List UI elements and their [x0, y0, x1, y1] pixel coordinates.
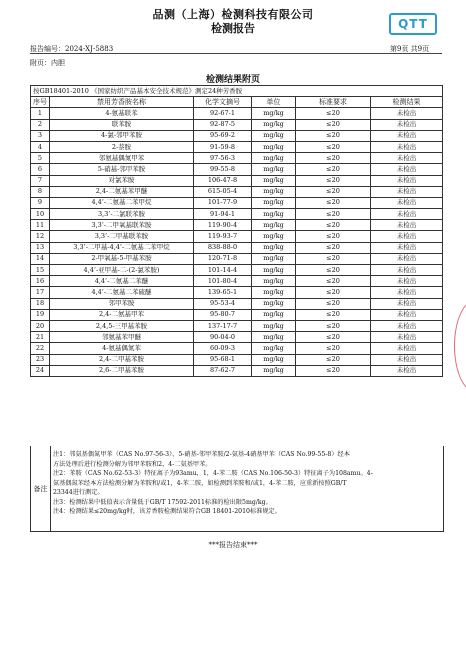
cell-result: 未检出 [371, 130, 443, 141]
cell-limit: ≤20 [296, 365, 371, 376]
cell-limit: ≤20 [296, 320, 371, 331]
col-header-limit: 标准要求 [296, 97, 371, 108]
table-row [31, 220, 443, 231]
cell-limit: ≤20 [296, 287, 371, 298]
cell-result: 未检出 [371, 265, 443, 276]
cell-limit: ≤20 [296, 209, 371, 220]
table-row [31, 365, 443, 376]
cell-result: 未检出 [371, 287, 443, 298]
cell-result: 未检出 [371, 354, 443, 365]
cell-cas: 120-71-8 [194, 253, 252, 264]
cell-result: 未检出 [371, 309, 443, 320]
page-indicator: 第9页 共9页 [390, 45, 430, 53]
cell-unit: mg/kg [252, 220, 296, 231]
note-line: 氨基偶氮苯经本方法检测分解为苯胺和/或1，4-苯二胺，如检测到苯胺和/或1，4-苯二胺，应重新按照GB/T [53, 479, 347, 487]
cell-result: 未检出 [371, 365, 443, 376]
cell-name: 邻氨基苯甲醚 [50, 332, 194, 343]
cell-cas: 615-05-4 [194, 186, 252, 197]
table-row [31, 343, 443, 354]
cell-unit: mg/kg [252, 197, 296, 208]
cell-limit: ≤20 [296, 242, 371, 253]
cell-limit: ≤20 [296, 298, 371, 309]
cell-limit: ≤20 [296, 332, 371, 343]
table-row [31, 298, 443, 309]
cell-cas: 91-94-1 [194, 209, 252, 220]
header-divider [30, 53, 442, 54]
cell-no: 12 [31, 231, 50, 242]
notes-label: 备注 [31, 446, 51, 531]
cell-limit: ≤20 [296, 276, 371, 287]
cell-limit: ≤20 [296, 130, 371, 141]
cell-result: 未检出 [371, 220, 443, 231]
cell-name: 4,4’-二氨基二苯硫醚 [50, 287, 194, 298]
cell-unit: mg/kg [252, 253, 296, 264]
section-title: 检测结果附页 [205, 75, 260, 85]
cell-unit: mg/kg [252, 320, 296, 331]
report-end: ***报告结束*** [208, 541, 258, 549]
cell-result: 未检出 [371, 242, 443, 253]
results-table [30, 85, 443, 377]
cell-limit: ≤20 [296, 220, 371, 231]
cell-unit: mg/kg [252, 242, 296, 253]
seal-stamp [454, 300, 466, 392]
cell-no: 1 [31, 108, 50, 119]
col-header-name: 禁用芳香胺名称 [50, 97, 194, 108]
note-line: 注1：邻氨基偶氮甲苯（CAS No.97-56-3）、5-硝基-邻甲苯胺/2-氨基-4硝基甲苯（CAS No.99-55-8）经本 [53, 451, 350, 458]
cell-result: 未检出 [371, 197, 443, 208]
note-line: 注4：检测结果≤20mg/kg时，该芳香胺检测结果符合GB 18401-2010标准规定。 [53, 508, 281, 515]
table-row [31, 130, 443, 141]
note-line: 方法处理后进行检测分解为邻甲苯胺和2，4-二氨基甲苯。 [53, 460, 212, 468]
cell-name: 2,4-二甲基苯胺 [50, 354, 194, 365]
cell-cas: 101-14-4 [194, 265, 252, 276]
cell-no: 21 [31, 332, 50, 343]
cell-limit: ≤20 [296, 231, 371, 242]
cell-unit: mg/kg [252, 130, 296, 141]
table-row [31, 332, 443, 343]
cell-unit: mg/kg [252, 175, 296, 186]
cell-cas: 101-77-9 [194, 197, 252, 208]
cell-result: 未检出 [371, 253, 443, 264]
cell-limit: ≤20 [296, 164, 371, 175]
cell-no: 9 [31, 197, 50, 208]
col-header-unit: 单位 [252, 97, 296, 108]
cell-result: 未检出 [371, 332, 443, 343]
cell-no: 19 [31, 309, 50, 320]
cell-name: 邻甲苯胺 [50, 298, 194, 309]
table-row [31, 197, 443, 208]
table-row [31, 164, 443, 175]
cell-cas: 95-68-1 [194, 354, 252, 365]
cell-limit: ≤20 [296, 108, 371, 119]
cell-name: 3,3’-二甲基-4,4’-二氨基二苯甲烷 [50, 242, 194, 253]
cell-unit: mg/kg [252, 164, 296, 175]
cell-no: 20 [31, 320, 50, 331]
cell-no: 4 [31, 141, 50, 152]
cell-no: 24 [31, 365, 50, 376]
table-row [31, 354, 443, 365]
table-row [31, 175, 443, 186]
cell-no: 2 [31, 119, 50, 130]
cell-result: 未检出 [371, 209, 443, 220]
note-line: 注3：检测结果中低值表示含量低于GB/T 17592-2011标准的检出限5mg/kg。 [53, 498, 272, 506]
cell-cas: 106-47-8 [194, 175, 252, 186]
cell-no: 5 [31, 153, 50, 164]
cell-cas: 101-80-4 [194, 276, 252, 287]
table-row [31, 253, 443, 264]
col-header-result: 检测结果 [371, 97, 443, 108]
cell-cas: 99-55-8 [194, 164, 252, 175]
cell-no: 3 [31, 130, 50, 141]
cell-unit: mg/kg [252, 309, 296, 320]
cell-name: 5-硝基-邻甲苯胺 [50, 164, 194, 175]
report-number: 报告编号：2024-XJ-5883 [30, 45, 114, 53]
cell-name: 3,3’-二甲基联苯胺 [50, 231, 194, 242]
cell-cas: 119-90-4 [194, 220, 252, 231]
cell-name: 4-氨基联苯 [50, 108, 194, 119]
cell-result: 未检出 [371, 186, 443, 197]
table-subtitle: 按GB18401-2010 《国家纺织产品基本安全技术规范》测定24种芳香胺 [31, 86, 443, 97]
cell-cas: 95-53-4 [194, 298, 252, 309]
table-row [31, 153, 443, 164]
cell-cas: 838-88-0 [194, 242, 252, 253]
note-line: 23344进行测定。 [53, 489, 104, 496]
table-row [31, 287, 443, 298]
table-row [31, 108, 443, 119]
cell-cas: 137-17-7 [194, 320, 252, 331]
cell-no: 6 [31, 164, 50, 175]
cell-name: 2-萘胺 [50, 141, 194, 152]
cell-name: 4-氨基偶氮苯 [50, 343, 194, 354]
note-line: 注2：苯胺（CAS No.62-53-3）特征离子为93amu，1，4-苯二胺（CAS No.106-50-3）特征离子为108amu。4- [53, 470, 373, 477]
cell-unit: mg/kg [252, 186, 296, 197]
company-name: 品测（上海）检测科技有限公司 [152, 8, 314, 21]
cell-no: 13 [31, 242, 50, 253]
cell-unit: mg/kg [252, 298, 296, 309]
attachment-label: 附页：内胆 [30, 59, 65, 67]
cell-result: 未检出 [371, 276, 443, 287]
cell-unit: mg/kg [252, 153, 296, 164]
cell-name: 4,4’-亚甲基-二-(2-氯苯胺) [50, 265, 194, 276]
cell-cas: 95-69-2 [194, 130, 252, 141]
cell-cas: 95-80-7 [194, 309, 252, 320]
table-row [31, 242, 443, 253]
cell-result: 未检出 [371, 231, 443, 242]
table-row [31, 119, 443, 130]
cell-no: 22 [31, 343, 50, 354]
cell-unit: mg/kg [252, 276, 296, 287]
cell-limit: ≤20 [296, 253, 371, 264]
cell-no: 14 [31, 253, 50, 264]
cell-cas: 87-62-7 [194, 365, 252, 376]
cell-result: 未检出 [371, 164, 443, 175]
cell-no: 11 [31, 220, 50, 231]
cell-limit: ≤20 [296, 309, 371, 320]
cell-result: 未检出 [371, 141, 443, 152]
cell-cas: 60-09-3 [194, 343, 252, 354]
cell-limit: ≤20 [296, 141, 371, 152]
cell-cas: 92-67-1 [194, 108, 252, 119]
table-row [31, 141, 443, 152]
table-row [31, 231, 443, 242]
cell-limit: ≤20 [296, 153, 371, 164]
cell-cas: 92-87-5 [194, 119, 252, 130]
cell-result: 未检出 [371, 108, 443, 119]
cell-name: 联苯胺 [50, 119, 194, 130]
cell-unit: mg/kg [252, 365, 296, 376]
report-title: 检测报告 [211, 22, 255, 35]
cell-limit: ≤20 [296, 197, 371, 208]
cell-result: 未检出 [371, 175, 443, 186]
cell-limit: ≤20 [296, 343, 371, 354]
cell-unit: mg/kg [252, 332, 296, 343]
cell-unit: mg/kg [252, 231, 296, 242]
cell-name: 2-甲氧基-5-甲基苯胺 [50, 253, 194, 264]
table-row [31, 309, 443, 320]
cell-limit: ≤20 [296, 186, 371, 197]
cell-name: 邻氨基偶氮甲苯 [50, 153, 194, 164]
cell-name: 3,3’-二甲氧基联苯胺 [50, 220, 194, 231]
cell-unit: mg/kg [252, 343, 296, 354]
table-row [31, 209, 443, 220]
cell-unit: mg/kg [252, 108, 296, 119]
cell-no: 15 [31, 265, 50, 276]
cell-no: 18 [31, 298, 50, 309]
cell-result: 未检出 [371, 320, 443, 331]
cell-name: 2,4-二氨基甲苯 [50, 309, 194, 320]
cell-no: 23 [31, 354, 50, 365]
table-row [31, 265, 443, 276]
cell-no: 16 [31, 276, 50, 287]
cell-result: 未检出 [371, 343, 443, 354]
cell-unit: mg/kg [252, 354, 296, 365]
notes-box [30, 446, 444, 532]
cell-unit: mg/kg [252, 265, 296, 276]
company-logo: QTT [389, 13, 437, 35]
cell-name: 2,6-二甲基苯胺 [50, 365, 194, 376]
table-row [31, 320, 443, 331]
cell-limit: ≤20 [296, 119, 371, 130]
cell-no: 17 [31, 287, 50, 298]
cell-limit: ≤20 [296, 265, 371, 276]
cell-cas: 90-04-0 [194, 332, 252, 343]
cell-unit: mg/kg [252, 119, 296, 130]
cell-name: 2,4,5-三甲基苯胺 [50, 320, 194, 331]
cell-cas: 91-59-8 [194, 141, 252, 152]
cell-cas: 119-93-7 [194, 231, 252, 242]
cell-name: 2,4-二氨基苯甲醚 [50, 186, 194, 197]
notes-body [53, 450, 439, 517]
cell-limit: ≤20 [296, 175, 371, 186]
cell-no: 10 [31, 209, 50, 220]
col-header-no: 序号 [31, 97, 50, 108]
cell-unit: mg/kg [252, 141, 296, 152]
cell-cas: 139-65-1 [194, 287, 252, 298]
col-header-cas: 化学文摘号 [194, 97, 252, 108]
table-row [31, 276, 443, 287]
cell-limit: ≤20 [296, 354, 371, 365]
cell-no: 8 [31, 186, 50, 197]
table-header-row [31, 97, 443, 108]
cell-name: 3,3’-二氯联苯胺 [50, 209, 194, 220]
cell-unit: mg/kg [252, 287, 296, 298]
cell-name: 对氯苯胺 [50, 175, 194, 186]
table-row [31, 186, 443, 197]
cell-unit: mg/kg [252, 209, 296, 220]
cell-result: 未检出 [371, 153, 443, 164]
cell-name: 4-氯-邻甲苯胺 [50, 130, 194, 141]
cell-result: 未检出 [371, 119, 443, 130]
cell-result: 未检出 [371, 298, 443, 309]
cell-cas: 97-56-3 [194, 153, 252, 164]
cell-no: 7 [31, 175, 50, 186]
cell-name: 4,4’-二氨基二苯甲烷 [50, 197, 194, 208]
cell-name: 4,4’-二氨基二苯醚 [50, 276, 194, 287]
